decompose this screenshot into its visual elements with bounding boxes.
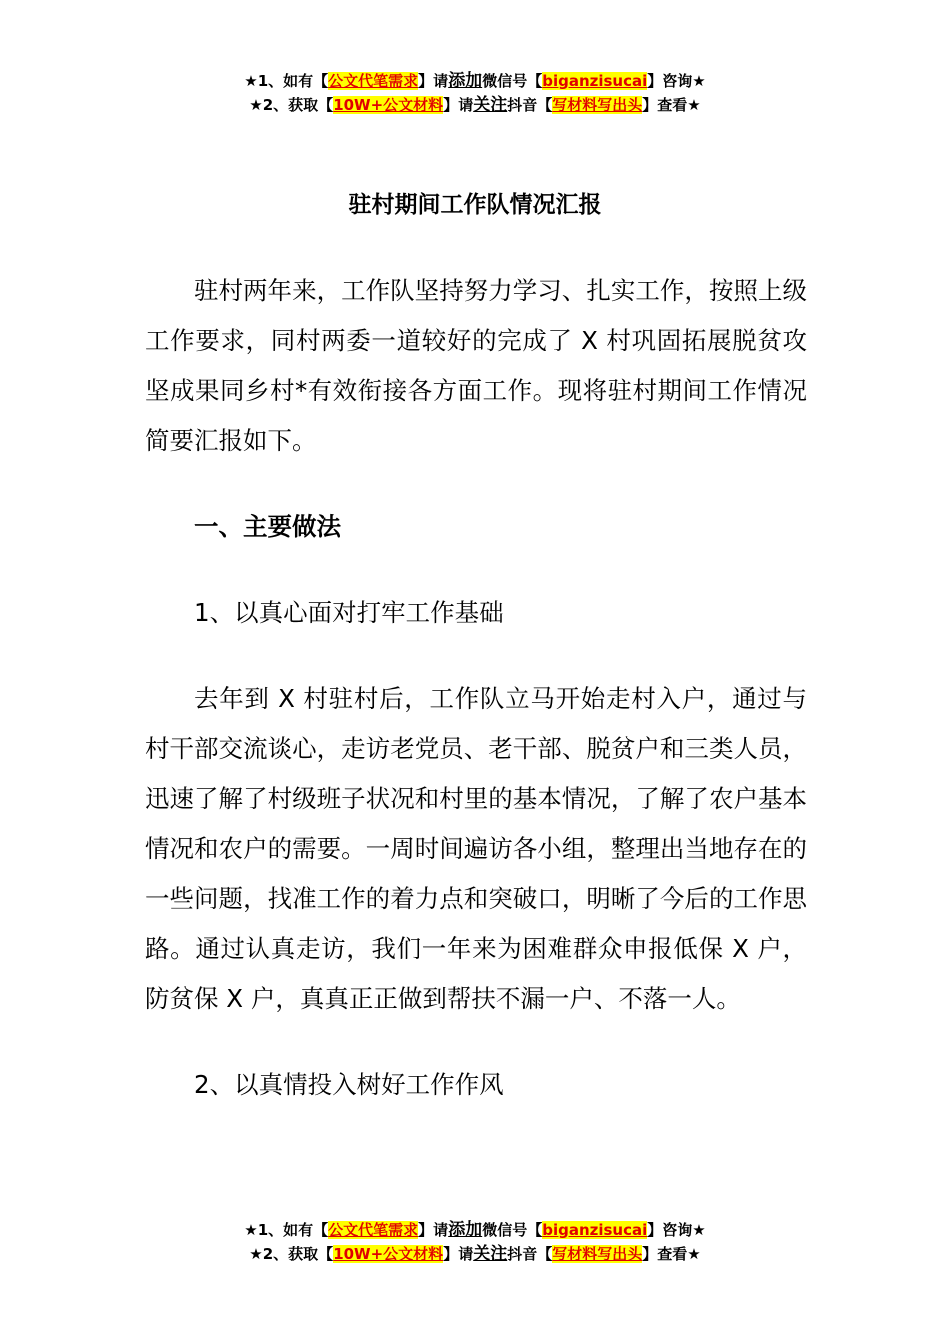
promo-line-1 bbox=[0, 1218, 950, 1242]
paragraph: 驻村两年来，工作队坚持努力学习、扎实工作，按照上级工作要求，同村两委一道较好的完成了 X 村巩固拓展脱贫攻坚成果同乡村*有效衔接各方面工作。现将驻村期间工作情况简要汇报如下。 bbox=[145, 276, 807, 455]
douyin-id: 写材料写出头 bbox=[552, 96, 643, 114]
wechat-id: biganzisucai bbox=[542, 72, 648, 90]
text: 】查看★ bbox=[642, 1245, 701, 1263]
text: 抖音【 bbox=[507, 96, 553, 114]
subsection-heading: 2、以真情投入树好工作作风 bbox=[194, 1070, 504, 1099]
promo-banner-top bbox=[0, 69, 950, 117]
text: 抖音【 bbox=[507, 1245, 553, 1263]
text: 】请 bbox=[418, 72, 449, 90]
text: 添加 bbox=[448, 1220, 483, 1240]
text: 关注 bbox=[473, 95, 508, 115]
text: 添加 bbox=[448, 71, 483, 91]
text: ★1、如有【 bbox=[244, 72, 329, 90]
promo-line-1 bbox=[0, 69, 950, 93]
text: ★2、获取【 bbox=[249, 96, 334, 114]
section-heading: 一、主要做法 bbox=[194, 512, 341, 541]
text: 微信号【 bbox=[482, 1221, 543, 1239]
text: ★2、获取【 bbox=[249, 1245, 334, 1263]
text: 】请 bbox=[443, 96, 474, 114]
text: 】请 bbox=[443, 1245, 474, 1263]
text: 关注 bbox=[473, 1244, 508, 1264]
subsection-heading: 1、以真心面对打牢工作基础 bbox=[194, 598, 504, 627]
highlight: 10W+公文材料 bbox=[333, 96, 444, 114]
highlight: 公文代笔需求 bbox=[328, 72, 419, 90]
highlight: 10W+公文材料 bbox=[333, 1245, 444, 1263]
paragraph: 去年到 X 村驻村后，工作队立马开始走村入户，通过与村干部交流谈心，走访老党员、老干部、脱贫户和三类人员，迅速了解了村级班子状况和村里的基本情况，了解了农户基本情况和农户的需要。一周时间遍访各小组，整理出当地存在的一些问题，找准工作的着力点和突破口，明晰了今后的工作思路。通过认真走访，我们一年来为困难群众申报低保 X 户，防贫保 X 户，真真正正做到帮扶不漏一户、不落一人。 bbox=[145, 684, 807, 1013]
document-body bbox=[145, 266, 807, 1146]
text: 】查看★ bbox=[642, 96, 701, 114]
wechat-id: biganzisucai bbox=[542, 1221, 648, 1239]
text: 】咨询★ bbox=[647, 72, 706, 90]
text: ★1、如有【 bbox=[244, 1221, 329, 1239]
text: 微信号【 bbox=[482, 72, 543, 90]
promo-line-2 bbox=[0, 1242, 950, 1266]
promo-line-2 bbox=[0, 93, 950, 117]
douyin-id: 写材料写出头 bbox=[552, 1245, 643, 1263]
text: 】咨询★ bbox=[647, 1221, 706, 1239]
highlight: 公文代笔需求 bbox=[328, 1221, 419, 1239]
document-title: 驻村期间工作队情况汇报 bbox=[348, 192, 602, 218]
text: 】请 bbox=[418, 1221, 449, 1239]
promo-banner-bottom bbox=[0, 1218, 950, 1266]
